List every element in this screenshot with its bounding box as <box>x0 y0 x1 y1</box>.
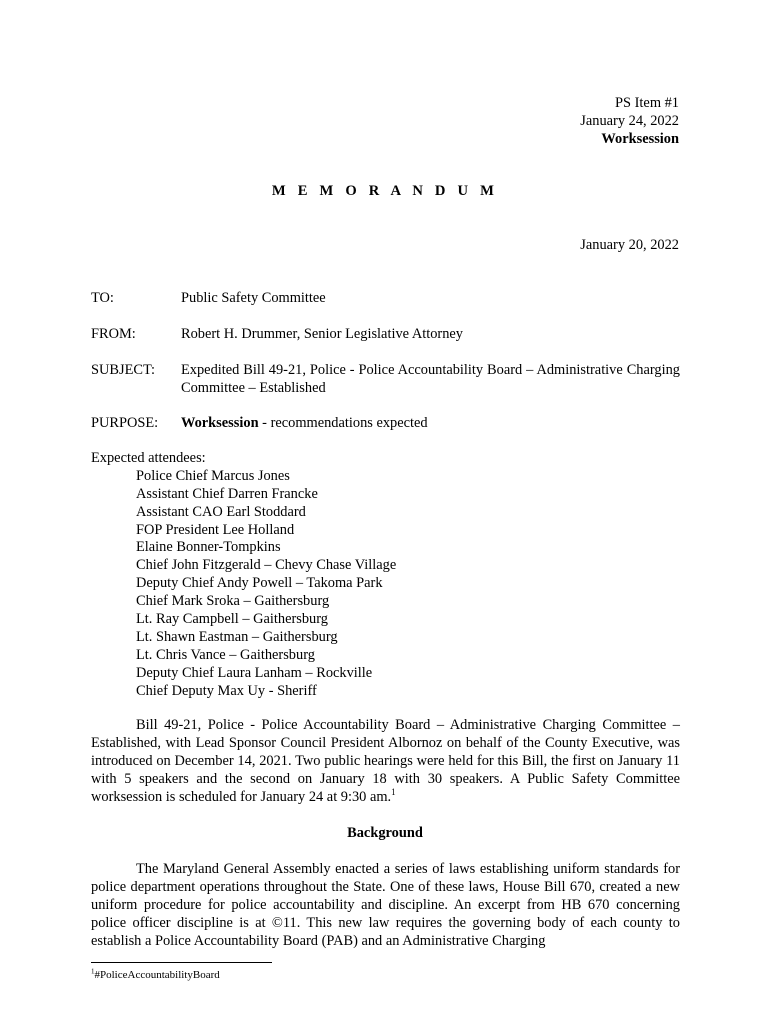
intro-text: Bill 49-21, Police - Police Accountability Board – Administrative Charging Committee – Established, with Lead Sponsor Council President Albornoz on behalf of the County Executive, was introduced on December 14, 2021. Two public hearings were held for this Bill, the first on January 11 with 5 speakers and the second on January 18 with 30 speakers. A Public Safety Committee worksession is scheduled for January 24 at 9:30 am. <box>91 717 680 805</box>
item-number: PS Item #1 <box>615 95 679 111</box>
from-value: Robert H. Drummer, Senior Legislative Attorney <box>181 326 463 342</box>
attendee-item: Deputy Chief Andy Powell – Takoma Park <box>136 575 383 592</box>
attendee-item: Assistant CAO Earl Stoddard <box>136 503 306 520</box>
purpose-value <box>181 415 680 433</box>
background-paragraph: The Maryland General Assembly enacted a series of laws establishing uniform standards for police department operations throughout the State. One of these laws, House Bill 670, created a new uniform procedure for police accountability and discipline. An excerpt from HB 670 concerning police officer discipline is at ©11. This new law requires the governing body of each county to establish a Police Accountability Board (PAB) and an Administrative Charging <box>91 861 680 949</box>
intro-paragraph <box>91 717 680 807</box>
background-heading: Background <box>347 825 423 841</box>
memo-date: January 20, 2022 <box>580 237 679 253</box>
attendee-item: FOP President Lee Holland <box>136 521 295 538</box>
attendee-item: Assistant Chief Darren Francke <box>136 485 318 502</box>
attendees-section <box>91 450 680 701</box>
attendees-heading: Expected attendees: <box>91 450 206 466</box>
from-label: FROM: <box>91 326 136 342</box>
meeting-date: January 24, 2022 <box>580 113 679 129</box>
purpose-emphasis: Worksession <box>181 415 259 431</box>
attendee-item: Lt. Shawn Eastman – Gaithersburg <box>136 628 338 645</box>
footnote-divider <box>91 962 272 963</box>
footnote-reference: 1 <box>391 786 396 797</box>
subject-label: SUBJECT: <box>91 362 156 378</box>
memo-title: M E M O R A N D U M <box>271 183 499 199</box>
attendee-item: Lt. Ray Campbell – Gaithersburg <box>136 611 328 628</box>
subject-value: Expedited Bill 49-21, Police - Police Accountability Board – Administrative Charging Committee – Established <box>181 362 680 396</box>
footnote-text: #PoliceAccountabilityBoard <box>94 969 220 981</box>
session-type: Worksession <box>601 131 679 147</box>
footnote-mark: 1 <box>91 967 95 976</box>
attendees-list <box>91 468 680 701</box>
attendee-item: Chief Deputy Max Uy - Sheriff <box>136 682 317 699</box>
attendee-item: Elaine Bonner-Tompkins <box>136 539 281 556</box>
attendee-item: Lt. Chris Vance – Gaithersburg <box>136 646 315 663</box>
to-value: Public Safety Committee <box>181 290 326 306</box>
purpose-label: PURPOSE: <box>91 415 159 431</box>
purpose-rest: - recommendations expected <box>258 415 428 431</box>
footnote <box>91 968 220 982</box>
attendee-item: Chief John Fitzgerald – Chevy Chase Village <box>136 557 397 574</box>
attendee-item: Deputy Chief Laura Lanham – Rockville <box>136 664 373 681</box>
item-header <box>580 94 679 148</box>
attendee-item: Police Chief Marcus Jones <box>136 467 290 484</box>
attendee-item: Chief Mark Sroka – Gaithersburg <box>136 593 330 610</box>
to-label: TO: <box>91 290 114 306</box>
